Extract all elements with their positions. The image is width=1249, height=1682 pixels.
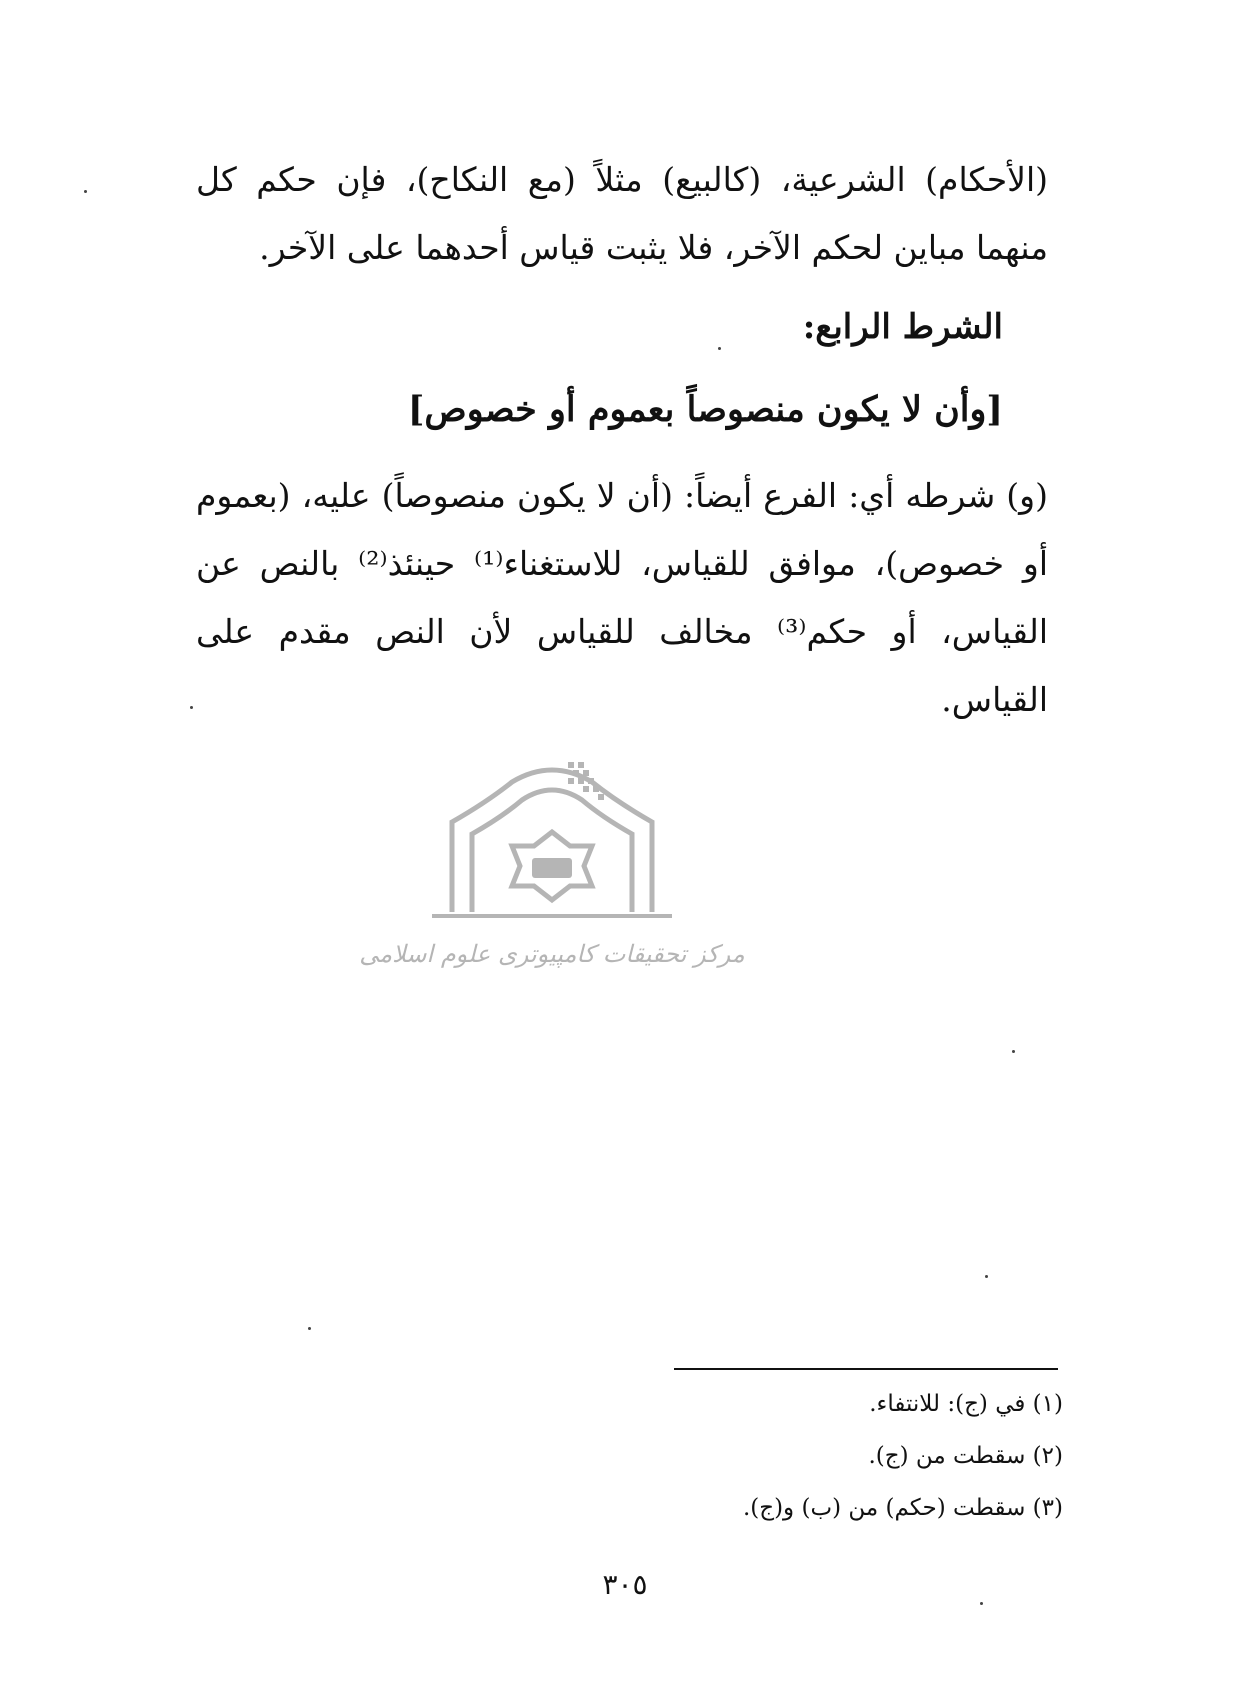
scan-speck: [308, 1327, 311, 1330]
footnote-2: (٢) سقطت من (ج).: [868, 1443, 1063, 1469]
watermark-logo: [359, 762, 745, 992]
section-subheading: الشرط الرابع:: [802, 307, 1003, 347]
scan-speck: [985, 1275, 988, 1278]
footnote-separator: [674, 1368, 1058, 1370]
section-heading: [وأن لا يكون منصوصاً بعموم أو خصوص]: [407, 389, 1003, 430]
scan-speck: [1012, 1050, 1015, 1053]
footnote-3: (٣) سقطت (حكم) من (ب) و(ج).: [742, 1495, 1063, 1521]
scan-speck: [190, 706, 193, 709]
body-paragraph-2: (و) شرطه أي: الفرع أيضاً: (أن لا يكون منصوصاً) عليه، (بعموم أو خصوص)، موافق للقياس، للاستغناء⁽¹⁾ حينئذ⁽²⁾ بالنص عن القياس، أو حكم⁽³⁾ مخالف للقياس لأن النص مقدم على القياس.: [196, 476, 1049, 719]
body-paragraph-1: (الأحكام) الشرعية، (كالبيع) مثلاً (مع النكاح)، فإن حكم كل منهما مباين لحكم الآخر، فلا يثبت قياس أحدهما على الآخر.: [196, 160, 1048, 267]
scan-speck: [718, 347, 721, 350]
watermark-caption: مرکز تحقیقات کامپیوتری علوم اسلامی: [359, 940, 745, 968]
footnotes: [743, 1378, 1063, 1534]
footnote-1: (١) في (ج): للانتفاء.: [869, 1391, 1063, 1417]
page-number: ٣٠٥: [602, 1568, 648, 1601]
scan-speck: [84, 190, 87, 193]
scan-speck: [980, 1602, 983, 1605]
